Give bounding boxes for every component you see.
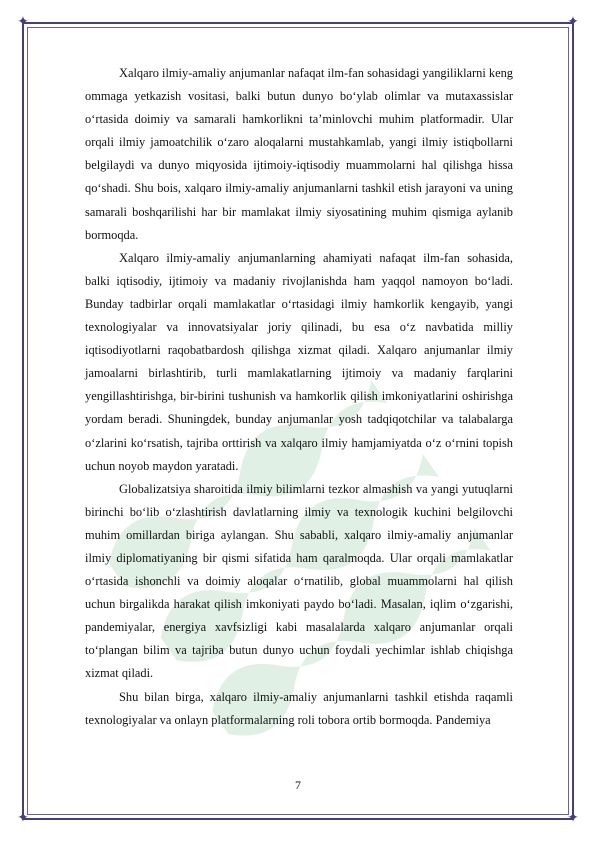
corner-ornament-icon: ✦ (567, 15, 579, 30)
body-text (85, 62, 513, 732)
corner-ornament-icon: ✦ (567, 811, 579, 826)
paragraph: Xalqaro ilmiy-amaliy anjumanlar nafaqat ilm-fan sohasidagi yangiliklarni keng ommaga yetkazish vositasi, balki butun dunyo bo‘ylab olimlar va mutaxassislar o‘rtasida doimiy va samarali hamkorlikni ta’minlovchi muhim platformadir. Ular orqali ilmiy jamoatchilik o‘zaro aloqalarni mustahkamlab, yangi ilmiy istiqbollarni belgilaydi va dunyo miqyosida ijtimoiy-iqtisodiy muammolarni hal qilishga hissa qo‘shadi. Shu bois, xalqaro ilmiy-amaliy anjumanlarni tashkil etish jarayoni va uning samarali boshqarilishi har bir mamlakat ilmiy siyosatining muhim qismiga aylanib bormoqda. (85, 66, 513, 242)
paragraph: Xalqaro ilmiy-amaliy anjumanlarning ahamiyati nafaqat ilm-fan sohasida, balki iqtisodiy, ijtimoiy va madaniy rivojlanishda ham yaqqol namoyon bo‘ladi. Bunday tadbirlar orqali mamlakatlar o‘rtasidagi ilmiy hamkorlik kengayib, yangi texnologiyalar va innovatsiyalar joriy qilinadi, bu esa o‘z navbatida milliy iqtisodiyotlarni raqobatbardosh qilishga xizmat qiladi. Xalqaro anjumanlar ilmiy jamoalarni birlashtirib, turli mamlakatlarning ijtimoiy va madaniy farqlarini yengillashtirishga, bir-birini tushunish va hamkorlik qilish imkoniyatlarini oshirishga yordam beradi. Shuningdek, bunday anjumanlar yosh tadqiqotchilar va talabalarga o‘zlarini ko‘rsatish, tajriba orttirish va xalqaro ilmiy hamjamiyatda o‘z o‘rnini topish uchun noyob maydon yaratadi. (85, 250, 513, 473)
corner-ornament-icon: ✦ (17, 15, 29, 30)
corner-ornament-icon: ✦ (17, 811, 29, 826)
paragraph: Shu bilan birga, xalqaro ilmiy-amaliy anjumanlarni tashkil etishda raqamli texnologiyalar va onlayn platformalarning roli tobora ortib bormoqda. Pandemiya (85, 689, 513, 727)
paragraph: Globalizatsiya sharoitida ilmiy bilimlarni tezkor almashish va yangi yutuqlarni birinchi bo‘lib o‘zlashtirish davlatlarning ilmiy va texnologik kuchini belgilovchi muhim omillardan biriga aylangan. Shu sababli, xalqaro ilmiy-amaliy anjumanlar ilmiy diplomatiyaning bir qismi sifatida ham qaralmoqda. Ular orqali mamlakatlar o‘rtasida ishonchli va doimiy aloqalar o‘rnatilib, global muammolarni hal qilish uchun birgalikda harakat qilish imkoniyati paydo bo‘ladi. Masalan, iqlim o‘zgarishi, pandemiyalar, energiya xavfsizligi kabi masalalarda xalqaro anjumanlar orqali to‘plangan bilim va tajriba butun dunyo uchun foydali yechimlar ishlab chiqishga xizmat qiladi. (85, 481, 513, 681)
page-number: 7 (295, 778, 301, 792)
